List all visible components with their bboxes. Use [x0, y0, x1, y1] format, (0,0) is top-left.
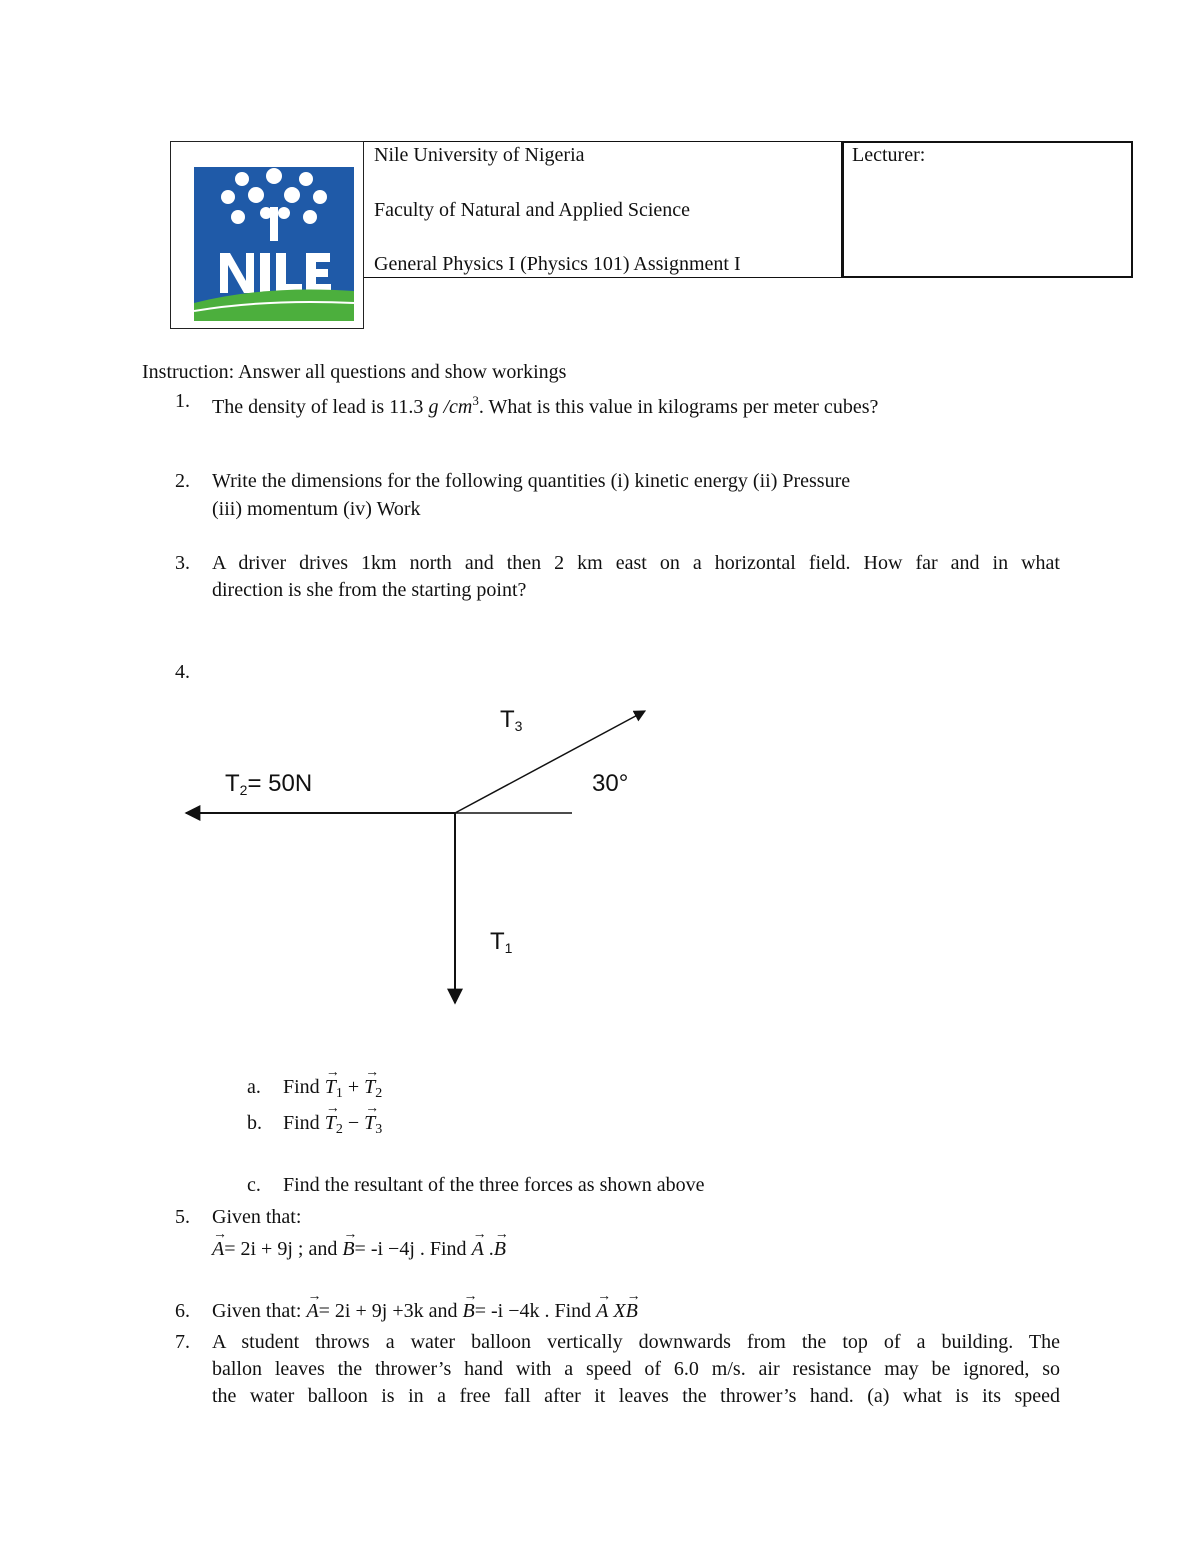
q2-number: 2. — [175, 470, 190, 492]
q7-line2: ballon leaves the thrower’s hand with a speed of 6.0 m/s. air resistance may be ignored, so — [212, 1358, 1060, 1380]
q4a-text: Find → $T_1$ + → $T_2$ — [283, 1075, 382, 1106]
q3-line2: direction is she from the starting point? — [212, 579, 527, 601]
q1-number: 1. — [175, 390, 190, 412]
q1-unit-exponent: 3 — [472, 393, 479, 408]
q7-line1: A student throws a water balloon vertically downwards from the top of a building. The — [212, 1331, 1060, 1353]
q3-number: 3. — [175, 552, 190, 574]
q7-line3: the water balloon is in a free fall after it leaves the thrower’s hand. (a) what is its speed — [212, 1385, 1060, 1407]
header-lecturer-label: Lecturer: — [852, 144, 926, 166]
q4a-letter: a. — [247, 1076, 261, 1098]
q4b-text: Find → $T_2$ − → $T_3$ — [283, 1111, 382, 1142]
q4b-letter: b. — [247, 1112, 262, 1134]
q1-unit: g /cm — [428, 396, 473, 418]
q4c-letter: c. — [247, 1174, 261, 1196]
header-course: General Physics I (Physics 101) Assignment I — [374, 253, 741, 275]
q1-pre: The density of lead is 11.3 — [212, 396, 429, 418]
q1-post: . What is this value in kilograms per meter cubes? — [478, 396, 879, 418]
q7-number: 7. — [175, 1331, 190, 1353]
header-faculty: Faculty of Natural and Applied Science — [374, 199, 691, 221]
instruction-text: Instruction: Answer all questions and show workings — [142, 361, 567, 383]
q5-line1: Given that: — [212, 1206, 302, 1228]
t1-label: $T_1$ — [490, 928, 513, 956]
t2-label: $T_2= 50N$ — [225, 770, 313, 798]
q5-line2: → A= 2i + 9j ; and → B= -i −4j . Find → A .→ B — [212, 1237, 506, 1261]
q3-line1: A driver drives 1km north and then 2 km east on a horizontal field. How far and in what — [212, 552, 1060, 574]
q4-number: 4. — [175, 661, 190, 683]
q2-line2: (iii) momentum (iv) Work — [212, 498, 421, 520]
q6-text: Given that: → A= 2i + 9j +3k and → B= -i −4k . Find → A X→ B — [212, 1299, 638, 1323]
q6-number: 6. — [175, 1300, 190, 1322]
header-university: Nile University of Nigeria — [374, 144, 585, 166]
q2-line1: Write the dimensions for the following quantities (i) kinetic energy (ii) Pressure — [212, 470, 851, 492]
q5-number: 5. — [175, 1206, 190, 1228]
angle-label: 30° — [592, 770, 629, 797]
q4c-text: Find the resultant of the three forces as shown above — [283, 1174, 705, 1196]
t3-label: $T_3$ — [500, 706, 523, 734]
